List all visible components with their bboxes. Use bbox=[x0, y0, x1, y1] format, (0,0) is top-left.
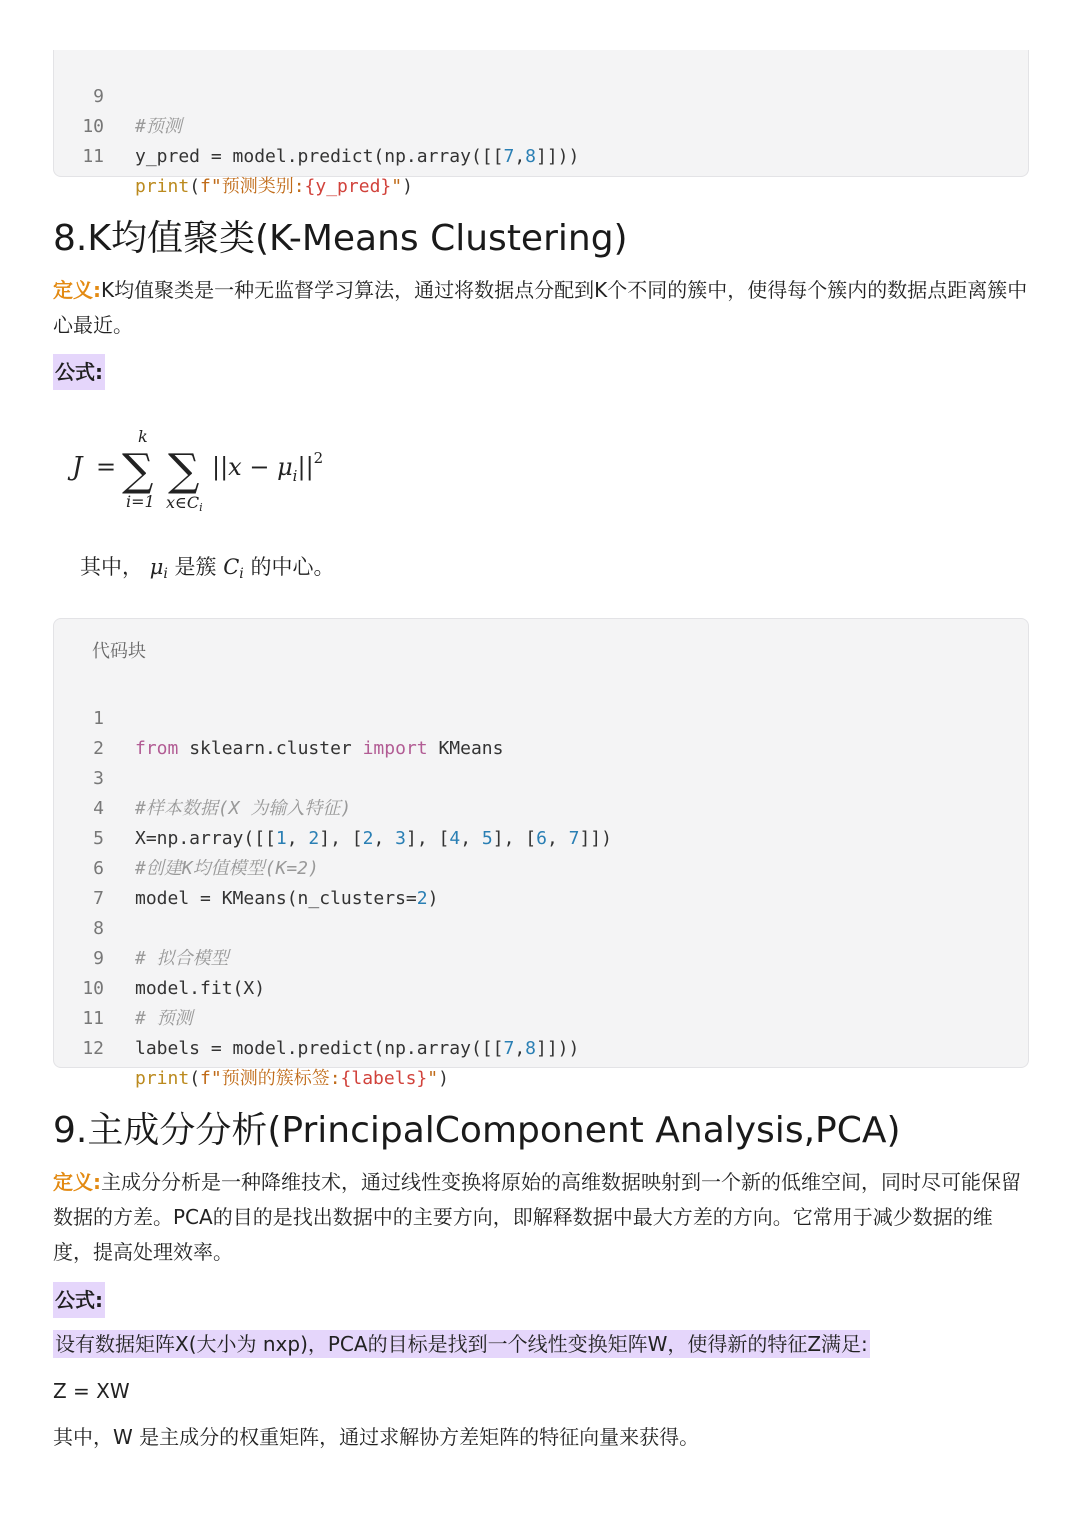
code-text: print(f"预测类别:{y_pred}") bbox=[135, 176, 413, 197]
sum-lower-bound-2: x∈Ci bbox=[166, 493, 203, 514]
sum-symbol-1: ∑ bbox=[122, 445, 154, 496]
pca-definition bbox=[53, 1165, 1028, 1270]
pca-equation: Z = XW bbox=[53, 1379, 130, 1403]
code-block-caption: 代码块 bbox=[92, 641, 146, 662]
code-block-prediction bbox=[53, 50, 1029, 197]
code-text: y_pred = model.predict(np.array([[7,8]])) bbox=[135, 146, 580, 167]
line-number: 8 bbox=[93, 918, 104, 939]
section-heading-kmeans: 8.K均值聚类(K-Means Clustering) bbox=[53, 218, 628, 259]
formula-equals: = bbox=[96, 453, 117, 481]
line-number: 2 bbox=[93, 738, 104, 759]
line-number: 9 bbox=[93, 948, 104, 969]
code-comment: # 预测 bbox=[135, 1008, 193, 1029]
pca-objective-line bbox=[53, 1327, 870, 1362]
definition-text: 主成分分析是一种降维技术，通过线性变换将原始的高维数据映射到一个新的低维空间，同时尽可能保留数据的方差。PCA的目的是找出数据中的主要方向，即解释数据中最大方差的方向。它常用于减少数据的维度，提高处理效率。 bbox=[53, 1170, 1021, 1264]
line-number: 4 bbox=[93, 798, 104, 819]
code-comment: #预测 bbox=[135, 116, 182, 137]
sum-upper-bound: k bbox=[138, 427, 148, 446]
line-number: 9 bbox=[93, 86, 104, 107]
code-block-kmeans bbox=[53, 618, 1029, 1089]
section-heading-pca: 9.主成分分析(PrincipalComponent Analysis,PCA) bbox=[53, 1110, 901, 1151]
code-text: labels = model.predict(np.array([[7,8]])) bbox=[135, 1038, 580, 1059]
line-number: 3 bbox=[93, 768, 104, 789]
sum-symbol-2: ∑ bbox=[168, 445, 200, 496]
line-number: 5 bbox=[93, 828, 104, 849]
formula-explanation: 其中， μi 是簇 Ci 的中心。 bbox=[80, 555, 335, 582]
sum-lower-bound-1: i=1 bbox=[126, 492, 155, 511]
formula-label: 公式: bbox=[53, 1282, 105, 1318]
norm-term: $||x - \mu_i||^2$ bbox=[212, 449, 324, 485]
line-number: 1 bbox=[93, 708, 104, 729]
code-text: print(f"预测的簇标签:{labels}") bbox=[135, 1068, 449, 1089]
code-line bbox=[54, 854, 104, 909]
code-comment: #样本数据(X 为输入特征) bbox=[135, 798, 352, 819]
formula-label: 公式: bbox=[53, 354, 105, 390]
pca-explanation: 其中，W 是主成分的权重矩阵，通过求解协方差矩阵的特征向量来获得。 bbox=[53, 1425, 700, 1449]
formula-lhs: J bbox=[72, 452, 83, 482]
line-number: 11 bbox=[82, 1008, 104, 1029]
code-comment: #创建K均值模型(K=2) bbox=[135, 858, 319, 879]
line-number: 12 bbox=[82, 1038, 104, 1059]
kmeans-objective-formula bbox=[60, 420, 360, 520]
code-line bbox=[54, 884, 229, 969]
highlighted-statement: 设有数据矩阵X(大小为 nxp)，PCA的目标是找到一个线性变换矩阵W，使得新的特征Z满足: bbox=[55, 1332, 868, 1356]
line-number: 10 bbox=[82, 978, 104, 999]
code-text: model.fit(X) bbox=[135, 978, 266, 999]
line-number: 11 bbox=[82, 146, 104, 167]
code-line bbox=[54, 704, 104, 759]
code-comment: # 拟合模型 bbox=[135, 948, 229, 969]
kmeans-definition bbox=[53, 273, 1038, 343]
code-text: from sklearn.cluster import KMeans bbox=[135, 738, 504, 759]
line-number: 10 bbox=[82, 116, 104, 137]
definition-label: 定义: bbox=[53, 1170, 101, 1194]
code-line bbox=[54, 674, 504, 759]
definition-text: K均值聚类是一种无监督学习算法，通过将数据点分配到K个不同的簇中，使得每个簇内的数据点距离簇中心最近。 bbox=[53, 278, 1028, 337]
definition-label: 定义: bbox=[53, 278, 101, 302]
line-number: 7 bbox=[93, 888, 104, 909]
code-text: X=np.array([[1, 2], [2, 3], [4, 5], [6, 7]]) bbox=[135, 828, 612, 849]
line-number: 6 bbox=[93, 858, 104, 879]
code-text: model = KMeans(n_clusters=2) bbox=[135, 888, 439, 909]
